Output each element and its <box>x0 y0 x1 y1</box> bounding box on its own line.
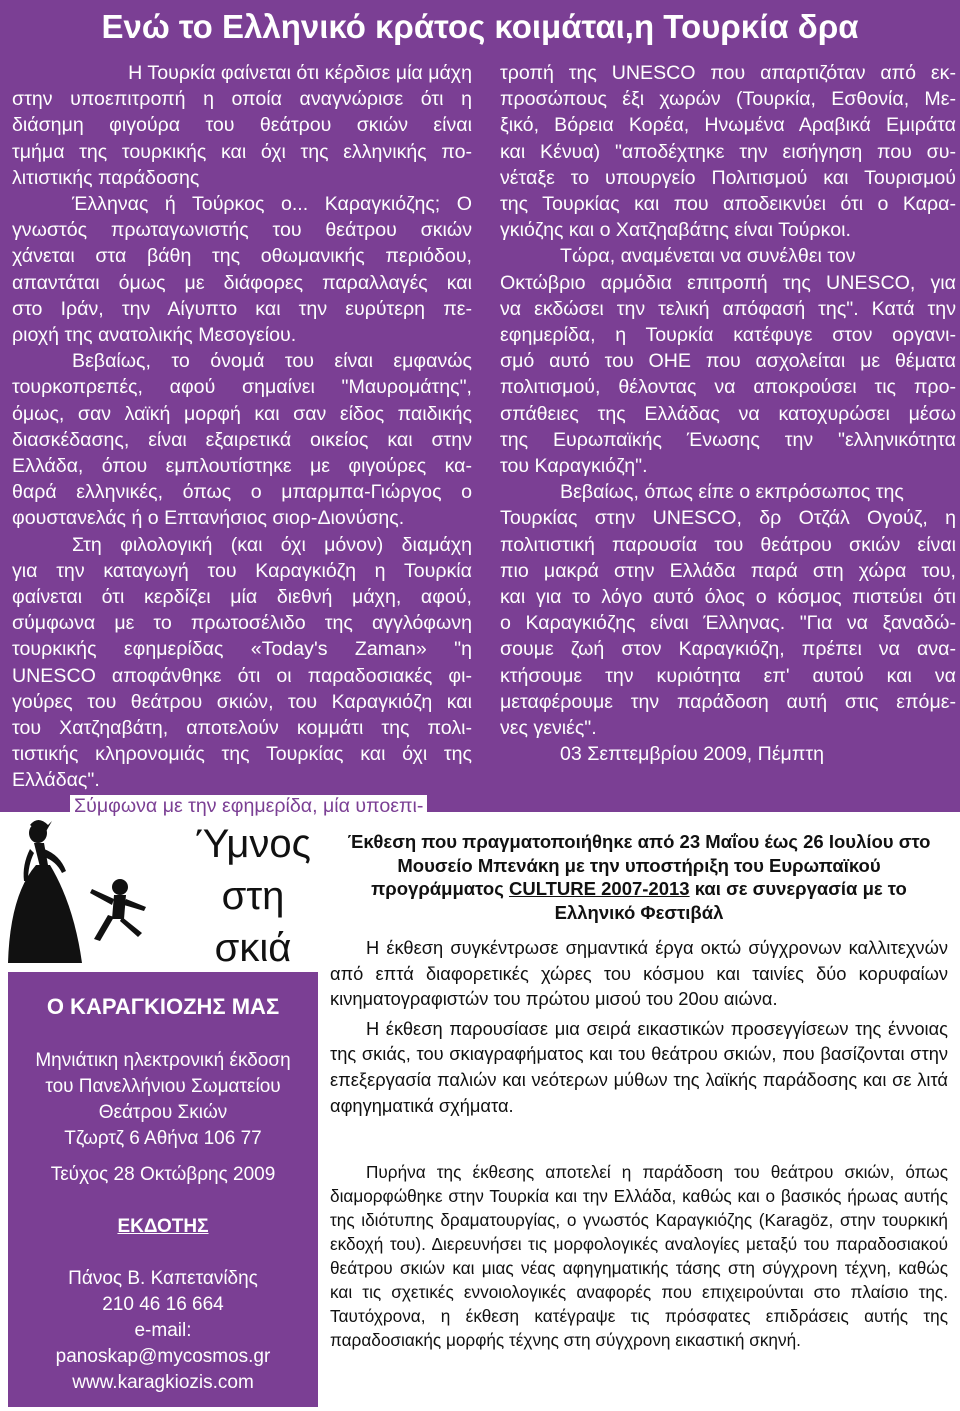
text-line: της Ευρωπαϊκής Ένωσης την "ελληνικότητα <box>500 428 956 451</box>
text-line: για την καταγωγή του Καραγκιόζη η Τουρκία <box>12 559 472 582</box>
text-line: εφημερίδα, η Τουρκία κατέφυγε στον οργανι- <box>500 324 956 347</box>
masthead-description: του Πανελλήνιου Σωματείου <box>45 1076 281 1097</box>
magazine-title: Ο ΚΑΡΑΓΚΙΟΖΗΣ ΜΑΣ <box>46 994 280 1019</box>
text-line: της Τουρκίας και που αποδεικνύει ότι ο Καρα- <box>500 193 956 216</box>
text-line: σύμφωνα με το πρωτοσέλιδο της αγγλόφωνη <box>12 612 472 635</box>
hymn-line: στη <box>221 874 285 918</box>
text-line: Τώρα, αναμένεται να συνέλθει τον <box>560 245 856 268</box>
website-link[interactable]: www.karagkiozis.com <box>72 1372 254 1393</box>
email-label: e-mail: <box>134 1320 192 1341</box>
masthead-address: Τζωρτζ 6 Αθήνα 106 77 <box>64 1128 262 1149</box>
text-line: Έλληνας ή Τούρκος ο... Καραγκιόζης; Ο <box>72 193 472 216</box>
text-line: Ελλάδας". <box>12 769 100 792</box>
text-line: μεταφέρουμε την παράδοση αυτή στις επόμε- <box>500 690 956 713</box>
text-line: προσώπους έξι χωρών (Τουρκία, Εσθονία, Με- <box>500 88 956 111</box>
text-line: νέταξε το υπουργείο Πολιτισμού και Τουρισμού <box>500 166 956 189</box>
publisher-phone: 210 46 16 664 <box>102 1294 224 1315</box>
left-column <box>12 60 472 794</box>
exhibition-body <box>330 935 948 1118</box>
text-line: διάσημη φιγούρα του θεάτρου σκιών είναι <box>12 114 472 137</box>
page-title: Ενώ το Ελληνικό κράτος κοιμάται,η Τουρκία δρα <box>101 8 859 45</box>
text-line: UNESCO αποφάνθηκε ότι οι παραδοσιακές φι- <box>12 664 472 687</box>
text-line: γκιόζης και ο Χατζηαβάτης είναι Τούρκοι. <box>500 219 851 242</box>
text-line: τουρκοπρεπές, αφού σημαίνει "Μαυρομάτης", <box>12 376 472 399</box>
text-line: Οκτώβριο αρμόδια επιτροπή της UNESCO, για <box>500 271 956 294</box>
text-line: Βεβαίως, όπως είπε ο εκπρόσωπος της <box>560 481 904 504</box>
text-line: τιστικής κληρονομιάς της Τουρκίας και όχι της <box>12 743 472 766</box>
text-line: όμως, σαν λαϊκή μορφή και σαν είδος παιδικής <box>12 402 472 425</box>
text-line: να εκδώσει την τελική απόφασή της". Κατά την <box>500 297 956 320</box>
text-line: τμήμα της τουρκικής και όχι της ελληνικής πο- <box>12 140 472 163</box>
dateline: 03 Σεπτεμβρίου 2009, Πέμπτη <box>560 743 824 766</box>
text-line: κτήσουμε την κυριότητα επ' αυτού και να <box>500 664 956 687</box>
text-line: πολιτιστική παρουσία του θεάτρου σκιών είναι <box>500 533 956 556</box>
publisher-label: ΕΚΔΟΤΗΣ <box>117 1216 209 1237</box>
text-line: φαίνεται ότι κερδίζει μία διεθνή μάχη, αφού, <box>12 586 472 609</box>
exhibition-paragraph: Η έκθεση συγκέντρωσε σημαντικά έργα οκτώ σύγχρονων καλλιτεχνών από επτά διαφορετικές χώρες του κόσμου και ταινίες δύο κορυφαίων κινηματογραφιστών του πρώτου μισού του 20ου αιώνα. <box>330 937 948 1010</box>
culture-program-link[interactable]: CULTURE 2007-2013 <box>508 878 690 899</box>
text-line: απαντάται όμως με διάφορες παραλλαγές και <box>12 271 472 294</box>
heading-text: και σε συνεργασία με το Ελληνικό Φεστιβάλ <box>554 878 907 923</box>
text-line: στο Ιράν, την Αίγυπτο και την ευρύτερη πε- <box>12 297 472 320</box>
text-line: σπάθειες της Ελλάδας να κατοχυρώσει μέσω <box>500 402 956 425</box>
text-line: σουμε ζωή στον Καραγκιόζη, πρέπει να ανα- <box>500 638 956 661</box>
hymn-line: Ύμνος <box>195 822 311 866</box>
exhibition-heading <box>330 830 948 924</box>
exhibition-paragraph: Η έκθεση παρουσίασε μια σειρά εικαστικών προσεγγίσεων της έννοιας της σκιάς, του σκιαγραφήματος και του θεάτρου σκιών, που βασίζονται στην επεξεργασία παλιών και νεότερων μύθων της λαϊκής παράδοσης και σε λιτά αφηγηματικά σχήματα. <box>330 1017 948 1116</box>
continuation-line: Σύμφωνα με την εφημερίδα, μία υποεπι- <box>70 795 427 818</box>
text-line: στην υποεπιτροπή η οποία αναγνώρισε ότι η <box>12 88 472 111</box>
text-line: ο Καραγκιόζης είναι Έλληνας. "Για να ξαναδώ- <box>500 612 956 635</box>
text-line: νες γενιές". <box>500 717 597 740</box>
heading-text: Έκθεση που πραγματοποιήθηκε από 23 Μαΐου έως 26 Ιουλίου στο Μουσείο Μπενάκη με την υποστήριξη του Ευρωπαϊκού προγράμματος <box>347 831 931 899</box>
text-line: ξικό, Βόρεια Κορέα, Ηνωμένα Αραβικά Εμιράτα <box>500 114 956 137</box>
email-link[interactable]: panoskap@mycosmos.gr <box>55 1346 271 1367</box>
issue-info: Τεύχος 28 Οκτώβρης 2009 <box>50 1164 276 1185</box>
right-column <box>500 60 956 767</box>
text-line: σμό αυτό του ΟΗΕ που ασχολείται με θέματα <box>500 350 956 373</box>
text-line: και Κένυα) "αποδέχτηκε την εισήγηση που συ- <box>500 140 956 163</box>
text-line: χάνεται στα βάθη της οθωμανικής περιόδου, <box>12 245 472 268</box>
text-line: τουρκικής εφημερίδας «Today's Zaman» "η <box>12 638 472 661</box>
text-line: πιο μακρά στην Ελλάδα παρά στη χώρα του, <box>500 559 956 582</box>
text-line: του Καραγκιόζη". <box>500 455 648 478</box>
exhibition-body-2 <box>330 1160 948 1352</box>
text-line: ριοχή της ανατολικής Μεσογείου. <box>12 324 297 347</box>
text-line: γνωστός πρωταγωνιστής του θεάτρου σκιών <box>12 219 472 242</box>
text-line: φουστανελάς ή ο Επτανήσιος σιορ-Διονύσης. <box>12 507 405 530</box>
publisher-name: Πάνος Β. Καπετανίδης <box>68 1268 258 1289</box>
text-line: Τουρκίας στην UNESCO, δρ Οτζάλ Ογούζ, η <box>500 507 956 530</box>
text-line: θαρά ελληνικές, όπως ο μπαρμπα-Γιώργος ο <box>12 481 472 504</box>
text-line: διασκέδασης, είναι εξαιρετικά οικείος και στην <box>12 428 472 451</box>
exhibition-paragraph: Πυρήνα της έκθεσης αποτελεί η παράδοση του θεάτρου σκιών, όπως διαμορφώθηκε στην Τουρκία και την Ελλάδα, καθώς και ο βασικός ήρωας αυτής της ιδιότυπης δραματουργίας, ο γνωστός Καραγκιόζης (Karagöz, στην τουρκική εκδοχή του). Διερευνήσει τις μορφολογικές αναλογίες μεταξύ του παραδοσιακού θεάτρου σκιών και μιας νέας αφηγηματικής τάσης στη σύγχρονη τέχνη, καθώς και τις σχετικές ενvοιολογικές αναφορές που επιχειρούνται στο πλαίσιο της. Ταυτόχρονα, η έκθεση κατέγραψε τις πρόσφατες επιδράσεις αυτής της παραδοσιακής μορφής τέχνης στη σύγχρονη εικαστική σκηνή. <box>330 1162 948 1350</box>
text-line: Βεβαίως, το όνομά του είναι εμφανώς <box>72 350 472 373</box>
text-line: Ελλάδα, όπου εμπλουτίστηκε με φιγούρες κα- <box>12 455 472 478</box>
masthead-description: Μηνιάτικη ηλεκτρονική έκδοση <box>35 1050 291 1071</box>
text-line: και για το λόγο αυτό όλος ο κόσμος πιστεύει ότι <box>500 586 956 609</box>
text-line: πολιτισμού, θέλοντας να αποκρούσει τις προ- <box>500 376 956 399</box>
hymn-line: σκιά <box>214 926 292 970</box>
text-line: γούρες του θεάτρου σκιών, του Καραγκιόζη και <box>12 690 472 713</box>
text-line: Η Τουρκία φαίνεται ότι κέρδισε μία μάχη <box>128 62 472 84</box>
masthead-box <box>8 972 318 1407</box>
text-line: Στη φιλολογική (και όχι μόνον) διαμάχη <box>72 533 472 556</box>
hymn-heading <box>178 818 328 974</box>
text-line: του Χατζηαβάτη, αποτελούν κομμάτι της πολι- <box>12 717 472 740</box>
text-line: λιτιστικής παράδοσης <box>12 166 200 189</box>
shadow-puppet-silhouette <box>0 815 175 965</box>
text-line: τροπή της UNESCO που απαρτιζόταν από εκ- <box>500 62 956 84</box>
masthead-description: Θεάτρου Σκιών <box>98 1102 228 1123</box>
